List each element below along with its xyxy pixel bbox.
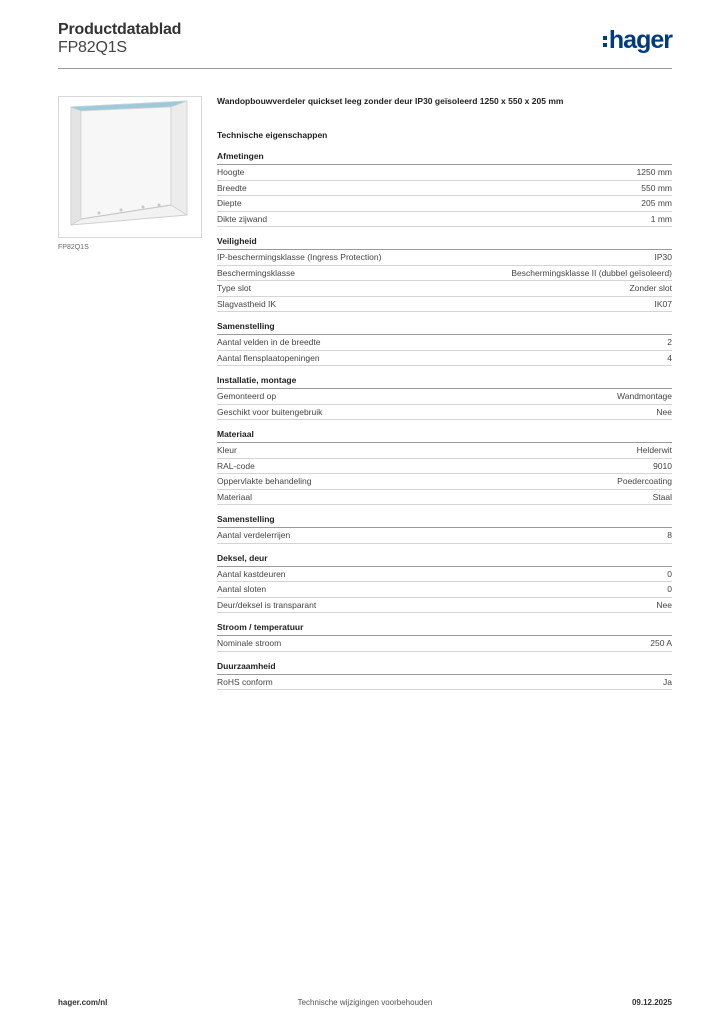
spec-label: Aantal velden in de breedte <box>217 337 321 347</box>
spec-value: 205 mm <box>641 198 672 208</box>
section-title: Deksel, deur <box>217 552 672 567</box>
spec-row <box>217 474 672 490</box>
spec-row <box>217 297 672 313</box>
image-caption: FP82Q1S <box>58 244 89 251</box>
spec-row <box>217 212 672 228</box>
product-image <box>58 96 202 238</box>
page-header <box>58 20 672 69</box>
spec-row <box>217 389 672 405</box>
product-description: Wandopbouwverdeler quickset leeg zonder deur IP30 geïsoleerd 1250 x 550 x 205 mm <box>217 96 564 106</box>
spec-value: Nee <box>656 599 672 610</box>
spec-row <box>217 443 672 459</box>
spec-row <box>217 567 672 583</box>
page-title: Productdatablad <box>58 21 182 38</box>
spec-label: Diepte <box>217 198 242 208</box>
spec-section <box>217 621 672 652</box>
specifications <box>217 96 672 698</box>
spec-value: IP30 <box>654 252 672 262</box>
spec-value: Ja <box>663 676 672 687</box>
spec-value: 250 A <box>650 638 672 648</box>
spec-value: Helderwit <box>636 445 672 455</box>
spec-row <box>217 266 672 282</box>
spec-label: Type slot <box>217 283 252 293</box>
spec-value: 2 <box>667 337 672 347</box>
website-link[interactable]: hager.com/nl <box>58 998 108 1007</box>
spec-row <box>217 459 672 475</box>
spec-section <box>217 235 672 312</box>
spec-label: Gemonteerd op <box>217 391 277 401</box>
enclosure-illustration-icon <box>59 97 201 237</box>
spec-row <box>217 528 672 544</box>
spec-label: Materiaal <box>217 491 252 502</box>
spec-label: Slagvastheid IK <box>217 298 277 309</box>
spec-value: 9010 <box>653 460 672 471</box>
spec-row <box>217 196 672 212</box>
spec-row <box>217 165 672 181</box>
spec-value: Wandmontage <box>617 391 672 401</box>
spec-row <box>217 598 672 614</box>
spec-value: Staal <box>652 491 672 502</box>
spec-label: RoHS conform <box>217 676 273 687</box>
spec-value: 550 mm <box>641 182 672 193</box>
spec-value: 0 <box>667 568 672 579</box>
spec-label: Oppervlakte behandeling <box>217 476 312 486</box>
logo-text: hager <box>608 26 672 54</box>
spec-value: Nee <box>656 406 672 417</box>
spec-label: Aantal kastdeuren <box>217 568 286 579</box>
spec-row <box>217 405 672 421</box>
spec-section <box>217 513 672 544</box>
spec-value: Beschermingsklasse II (dubbel geïsoleerd) <box>511 267 672 278</box>
spec-label: Aantal sloten <box>217 584 267 594</box>
spec-label: Nominale stroom <box>217 638 282 648</box>
spec-value: Poedercoating <box>617 476 672 486</box>
spec-row <box>217 281 672 297</box>
section-title: Samenstelling <box>217 513 672 528</box>
spec-label: Kleur <box>217 445 237 455</box>
spec-label: Breedte <box>217 182 247 193</box>
section-title: Installatie, montage <box>217 374 672 389</box>
spec-value: 4 <box>667 352 672 363</box>
spec-row <box>217 490 672 506</box>
page-footer <box>58 998 672 1010</box>
spec-value: 0 <box>667 584 672 594</box>
spec-label: Beschermingsklasse <box>217 267 295 278</box>
spec-section <box>217 660 672 691</box>
spec-row <box>217 181 672 197</box>
spec-row <box>217 675 672 691</box>
spec-section <box>217 374 672 420</box>
section-title: Stroom / temperatuur <box>217 621 672 636</box>
spec-label: IP-beschermingsklasse (Ingress Protection) <box>217 252 382 262</box>
spec-row <box>217 636 672 652</box>
hager-logo <box>603 28 672 52</box>
properties-title: Technische eigenschappen <box>217 130 328 140</box>
spec-section <box>217 428 672 505</box>
spec-label: Hoogte <box>217 167 245 177</box>
spec-section <box>217 552 672 614</box>
spec-value: 8 <box>667 530 672 540</box>
product-code: FP82Q1S <box>58 39 127 56</box>
section-title: Samenstelling <box>217 320 672 335</box>
spec-label: Deur/deksel is transparant <box>217 599 317 610</box>
logo-dots-icon <box>603 36 607 47</box>
spec-label: Aantal flensplaatopeningen <box>217 352 320 363</box>
spec-row <box>217 335 672 351</box>
section-title: Materiaal <box>217 428 672 443</box>
spec-row <box>217 582 672 598</box>
spec-row <box>217 351 672 367</box>
spec-section <box>217 320 672 366</box>
spec-value: Zonder slot <box>629 283 672 293</box>
spec-row <box>217 250 672 266</box>
spec-label: Aantal verdelerrijen <box>217 530 291 540</box>
section-title: Duurzaamheid <box>217 660 672 675</box>
spec-value: 1 mm <box>650 213 672 224</box>
spec-value: IK07 <box>654 298 672 309</box>
spec-label: RAL-code <box>217 460 255 471</box>
spec-section <box>217 150 672 227</box>
spec-sections <box>217 150 672 690</box>
section-title: Veiligheid <box>217 235 672 250</box>
spec-label: Geschikt voor buitengebruik <box>217 406 323 417</box>
footer-disclaimer: Technische wijzigingen voorbehouden <box>297 998 433 1007</box>
spec-label: Dikte zijwand <box>217 213 268 224</box>
spec-value: 1250 mm <box>636 167 672 177</box>
footer-date: 09.12.2025 <box>631 998 672 1007</box>
section-title: Afmetingen <box>217 150 672 165</box>
